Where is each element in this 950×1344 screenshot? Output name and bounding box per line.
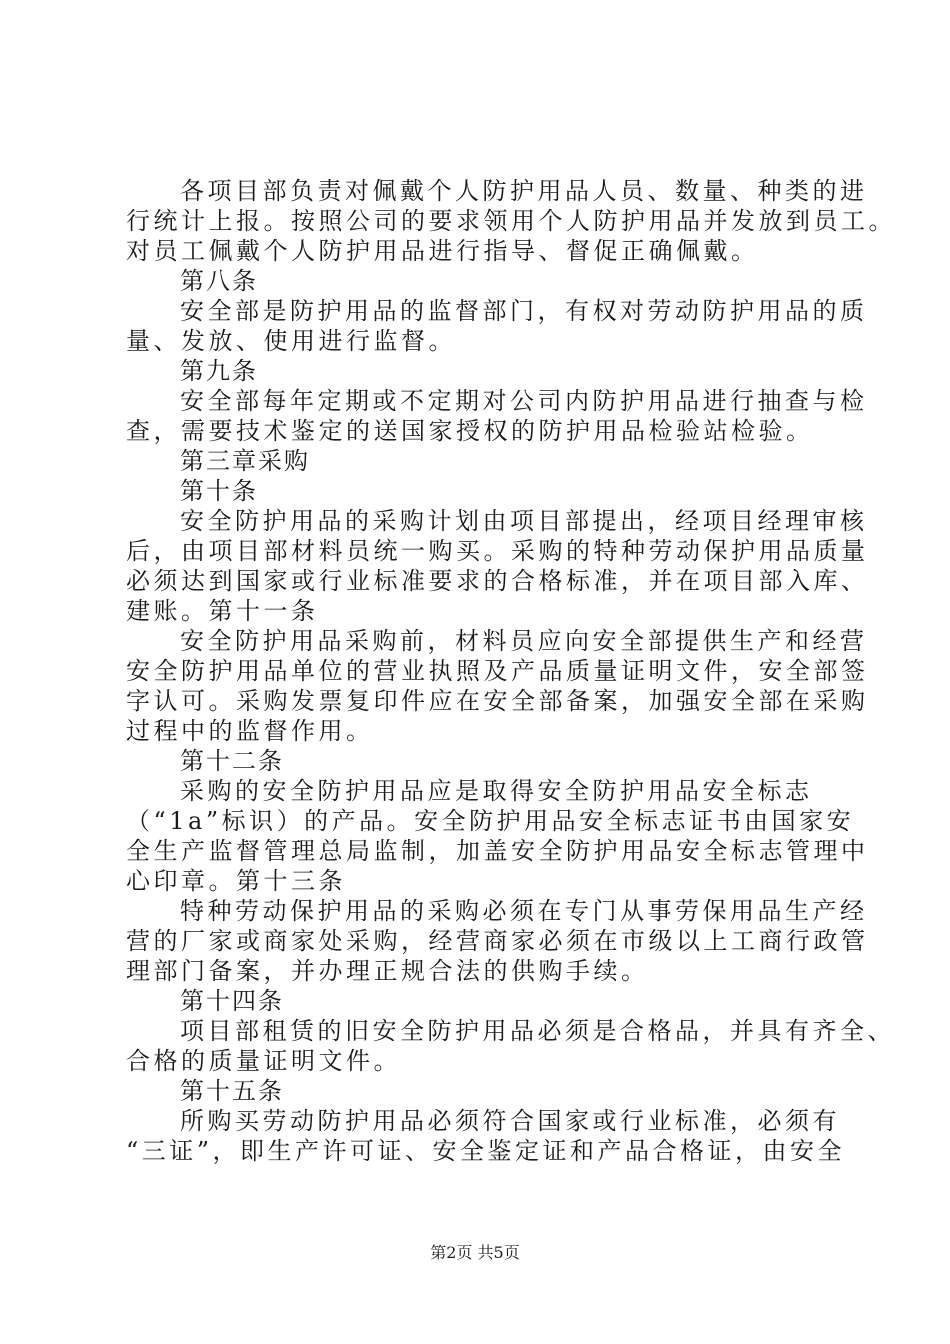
document-body <box>126 176 896 1166</box>
article-heading: 第十二条 <box>180 747 284 775</box>
paragraph-line: 特种劳动保护用品的采购必须在专门从事劳保用品生产经 <box>180 897 868 925</box>
paragraph-line: 行统计上报。按照公司的要求领用个人防护用品并发放到员工。 <box>126 207 896 235</box>
article-heading: 第八条 <box>180 267 258 295</box>
paragraph-line: 各项目部负责对佩戴个人防护用品人员、数量、种类的进 <box>180 177 868 205</box>
paragraph-line: 合格的质量证明文件。 <box>126 1047 401 1075</box>
paragraph-line: （“1a”标识）的产品。安全防护用品安全标志证书由国家安 <box>126 807 855 835</box>
paragraph-line: 安全防护用品单位的营业执照及产品质量证明文件，安全部签 <box>126 657 869 685</box>
paragraph-line: 字认可。采购发票复印件应在安全部备案，加强安全部在采购 <box>126 687 869 715</box>
paragraph-line: 理部门备案，并办理正规合法的供购手续。 <box>126 957 649 985</box>
paragraph-line: 全生产监督管理总局监制，加盖安全防护用品安全标志管理中 <box>126 837 869 865</box>
paragraph-line: 建账。第十一条 <box>126 597 319 625</box>
paragraph-line: “三证”，即生产许可证、安全鉴定证和产品合格证，由安全 <box>126 1137 846 1165</box>
paragraph-line: 对员工佩戴个人防护用品进行指导、督促正确佩戴。 <box>126 237 759 265</box>
paragraph-line: 安全部是防护用品的监督部门，有权对劳动防护用品的质 <box>180 297 868 325</box>
paragraph-line: 心印章。第十三条 <box>126 867 346 895</box>
paragraph-line: 安全防护用品的采购计划由项目部提出，经项目经理审核 <box>180 507 868 535</box>
paragraph-line: 安全防护用品采购前，材料员应向安全部提供生产和经营 <box>180 627 868 655</box>
chapter-heading: 第三章采购 <box>180 447 310 475</box>
paragraph-line: 后，由项目部材料员统一购买。采购的特种劳动保护用品质量 <box>126 537 869 565</box>
paragraph-line: 项目部租赁的旧安全防护用品必须是合格品，并具有齐全、 <box>180 1017 895 1045</box>
article-heading: 第十四条 <box>180 987 284 1015</box>
article-heading: 第十五条 <box>180 1077 284 1105</box>
paragraph-line: 营的厂家或商家处采购，经营商家必须在市级以上工商行政管 <box>126 927 869 955</box>
paragraph-line: 采购的安全防护用品应是取得安全防护用品安全标志 <box>180 777 813 805</box>
page-number-footer: 第2页 共5页 <box>430 1243 520 1262</box>
paragraph-line: 查，需要技术鉴定的送国家授权的防护用品检验站检验。 <box>126 417 814 445</box>
paragraph-line: 过程中的监督作用。 <box>126 717 374 745</box>
article-heading: 第九条 <box>180 357 258 385</box>
paragraph-line: 所购买劳动防护用品必须符合国家或行业标准，必须有 <box>180 1107 840 1135</box>
paragraph-line: 安全部每年定期或不定期对公司内防护用品进行抽查与检 <box>180 387 868 415</box>
article-heading: 第十条 <box>180 477 258 505</box>
paragraph-line: 量、发放、使用进行监督。 <box>126 327 456 355</box>
paragraph-line: 必须达到国家或行业标准要求的合格标准，并在项目部入库、 <box>126 567 869 595</box>
